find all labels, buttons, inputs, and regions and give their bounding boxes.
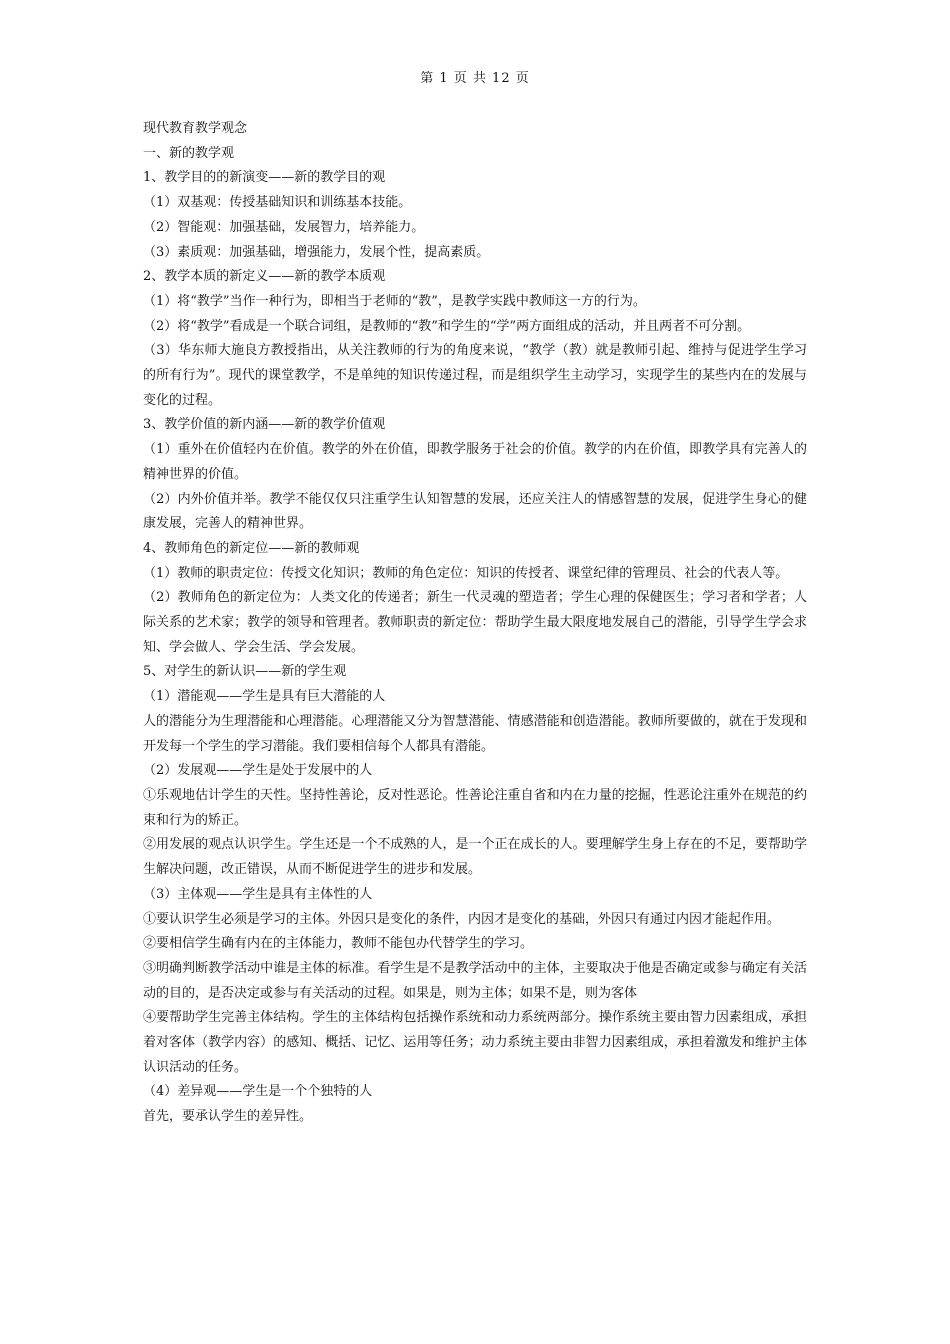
list-item: （3）素质观：加强基础，增强能力，发展个性，提高素质。 bbox=[143, 244, 490, 260]
paragraph: ②要相信学生确有内在的主体能力，教师不能包办代替学生的学习。 bbox=[143, 936, 534, 952]
paragraph: （1）教师的职责定位：传授文化知识；教师的角色定位：知识的传授者、课堂纪律的管理员、社会的代表人等。 bbox=[143, 565, 789, 581]
paragraph: （3）华东师大施良方教授指出，从关注教师的行为的角度来说，“教学（教）就是教师引起、维持与促进学生学习的所有行为”。现代的课堂教学，不是单纯的知识传递过程，而是组织学生主动学习，实现学生的某些内在的发展与变化的过程。 bbox=[143, 343, 807, 408]
section-heading: 一、新的教学观 bbox=[143, 145, 235, 161]
paragraph: ①要认识学生必须是学习的主体。外因只是变化的条件，内因才是变化的基础，外因只有通过内因才能起作用。 bbox=[143, 911, 781, 927]
subsection-heading: 1、教学目的的新演变——新的教学目的观 bbox=[143, 170, 386, 186]
subsection-heading: 2、教学本质的新定义——新的教学本质观 bbox=[143, 269, 386, 285]
paragraph: ③明确判断教学活动中谁是主体的标准。看学生是不是教学活动中的主体，主要取决于他是否确定或参与确定有关活动的目的，是否决定或参与有关活动的过程。如果是，则为主体；如果不是，则为客体 bbox=[143, 960, 807, 1001]
paragraph: ①乐观地估计学生的天性。坚持性善论，反对性恶论。性善论注重自省和内在力量的挖掘，性恶论注重外在规范的约束和行为的矫正。 bbox=[143, 787, 807, 828]
list-item: （2）智能观：加强基础，发展智力，培养能力。 bbox=[143, 219, 425, 235]
subsection-heading: 4、教师角色的新定位——新的教师观 bbox=[143, 540, 360, 556]
paragraph: ②用发展的观点认识学生。学生还是一个不成熟的人，是一个正在成长的人。要理解学生身上存在的不足，要帮助学生解决问题，改正错误，从而不断促进学生的进步和发展。 bbox=[143, 837, 807, 878]
document-title: 现代教育教学观念 bbox=[143, 121, 248, 136]
list-item: （4）差异观——学生是一个个独特的人 bbox=[143, 1084, 373, 1100]
paragraph: （2）将“教学”看成是一个联合词组，是教师的“教”和学生的“学”两方面组成的活动，并且两者不可分割。 bbox=[143, 318, 751, 334]
document-body bbox=[143, 117, 807, 1130]
subsection-heading: 3、教学价值的新内涵——新的教学价值观 bbox=[143, 417, 386, 433]
list-item: （1）潜能观——学生是具有巨大潜能的人 bbox=[143, 689, 386, 705]
paragraph: （2）内外价值并举。教学不能仅仅只注重学生认知智慧的发展，还应关注人的情感智慧的发展，促进学生身心的健康发展，完善人的精神世界。 bbox=[143, 491, 807, 532]
paragraph: （1）将“教学”当作一种行为，即相当于老师的“教”，是教学实践中教师这一方的行为。 bbox=[143, 293, 646, 309]
page-number-header: 第 1 页 共 12 页 bbox=[420, 71, 530, 86]
paragraph: 人的潜能分为生理潜能和心理潜能。心理潜能又分为智慧潜能、情感潜能和创造潜能。教师所要做的，就在于发现和开发每一个学生的学习潜能。我们要相信每个人都具有潜能。 bbox=[143, 713, 807, 754]
paragraph: （1）重外在价值轻内在价值。教学的外在价值，即教学服务于社会的价值。教学的内在价值，即教学具有完善人的精神世界的价值。 bbox=[143, 442, 807, 482]
paragraph: 首先，要承认学生的差异性。 bbox=[143, 1109, 313, 1125]
list-item: （3）主体观——学生是具有主体性的人 bbox=[143, 886, 373, 902]
paragraph: （2）教师角色的新定位为：人类文化的传递者；新生一代灵魂的塑造者；学生心理的保健医生；学习者和学者；人际关系的艺术家；教学的领导和管理者。教师职责的新定位：帮助学生最大限度地发展自己的潜能，引导学生学会求知、学会做人、学会生活、学会发展。 bbox=[143, 590, 807, 655]
paragraph: ④要帮助学生完善主体结构。学生的主体结构包括操作系统和动力系统两部分。操作系统主要由智力因素组成，承担着对客体（教学内容）的感知、概括、记忆、运用等任务；动力系统主要由非智力因素组成，承担着激发和维护主体认识活动的任务。 bbox=[143, 1010, 807, 1075]
subsection-heading: 5、对学生的新认识——新的学生观 bbox=[143, 664, 347, 680]
list-item: （1）双基观：传授基础知识和训练基本技能。 bbox=[143, 195, 412, 211]
list-item: （2）发展观——学生是处于发展中的人 bbox=[143, 763, 373, 779]
